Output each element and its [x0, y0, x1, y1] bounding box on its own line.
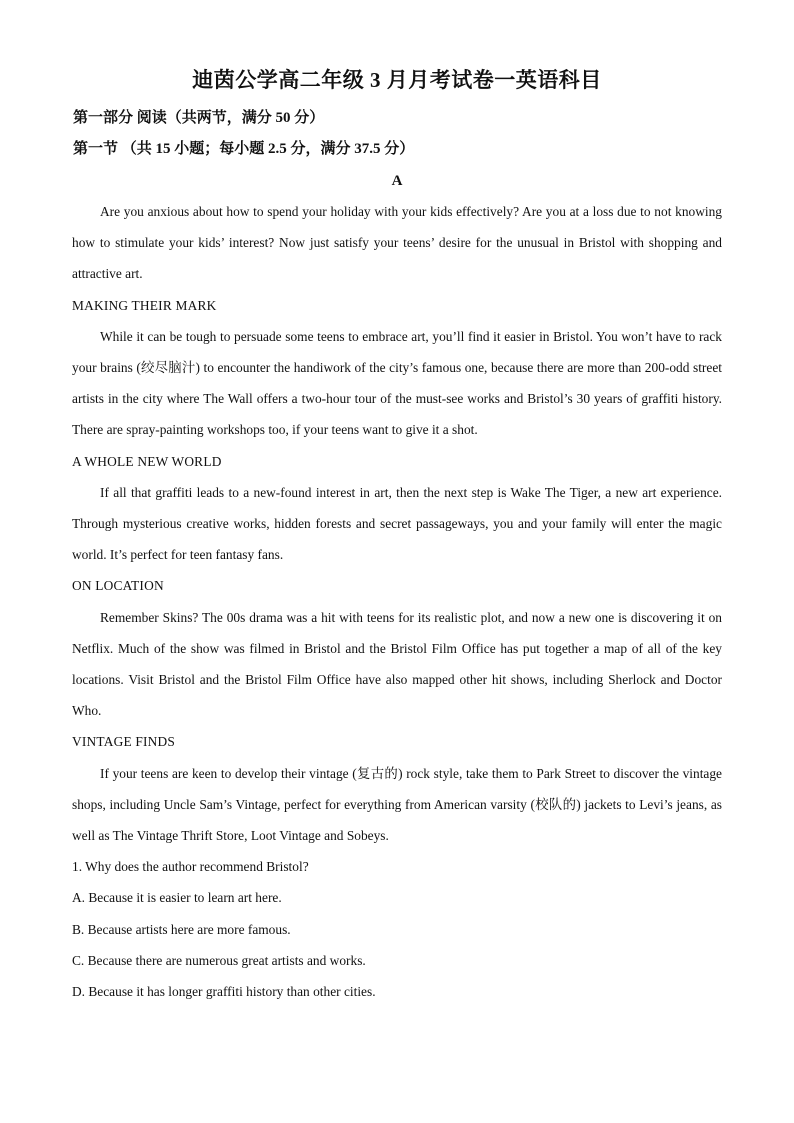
answer-option-a: A. Because it is easier to learn art here. [72, 890, 282, 906]
subsection-paragraph-a-whole-new-world: If all that graffiti leads to a new-found interest in art, then the next step is Wake The Tiger, a new art experience. Through mysterious creative works, hidden forests and secret passageways, you and your family will enter the magic world. It’s perfect for teen fantasy fans. [72, 484, 722, 563]
question-stem: 1. Why does the author recommend Bristol? [72, 859, 309, 875]
answer-option-c: C. Because there are numerous great artists and works. [72, 952, 366, 968]
passage-letter: A [391, 173, 403, 189]
answer-option-b: B. Because artists here are more famous. [72, 921, 291, 937]
subsection-paragraph-on-location: Remember Skins? The 00s drama was a hit with teens for its realistic plot, and now a new one is discovering it on Netflix. Much of the show was filmed in Bristol and the Bristol Film Office has put together a map of all of the key locations. Visit Bristol and the Bristol Film Office have also mapped other hit shows, including Sherlock and Doctor Who. [72, 609, 722, 719]
part-heading: 第一部分 阅读（共两节，满分 50 分） [73, 110, 325, 126]
subsection-heading-a-whole-new-world: A WHOLE NEW WORLD [72, 453, 222, 469]
subsection-heading-on-location: ON LOCATION [72, 578, 164, 594]
exam-title: 迪茵公学高二年级 3 月月考试卷一英语科目 [192, 68, 602, 92]
answer-option-d: D. Because it has longer graffiti history than other cities. [72, 984, 376, 1000]
intro-paragraph: Are you anxious about how to spend your holiday with your kids effectively? Are you at a loss due to not knowing how to stimulate your kids’ interest? Now just satisfy your teens’ desire for the unusual in Bristol with shopping and attractive art. [72, 204, 722, 282]
passage-content [72, 196, 722, 1007]
subsection-paragraph-vintage-finds: If your teens are keen to develop their vintage (复古的) rock style, take them to Park Street to discover the vintage shops, including Uncle Sam’s Vintage, perfect for everything from American varsity (校队的) jackets to Levi’s jeans, as well as The Vintage Thrift Store, Loot Vintage and Sobeys. [72, 765, 722, 844]
subsection-heading-vintage-finds: VINTAGE FINDS [72, 734, 176, 750]
section-heading: 第一节 （共 15 小题；每小题 2.5 分，满分 37.5 分） [73, 141, 415, 157]
subsection-heading-making-their-mark: MAKING THEIR MARK [72, 297, 217, 313]
subsection-paragraph-making-their-mark: While it can be tough to persuade some teens to embrace art, you’ll find it easier in Bristol. You won’t have to rack your brains (绞尽脑汁) to encounter the handiwork of the city’s famous one, because there are more than 200-odd street artists in the city where The Wall offers a two-hour tour of the must-see works and Bristol’s 30 years of graffiti history. There are spray-painting workshops too, if your teens want to give it a shot. [72, 328, 722, 438]
